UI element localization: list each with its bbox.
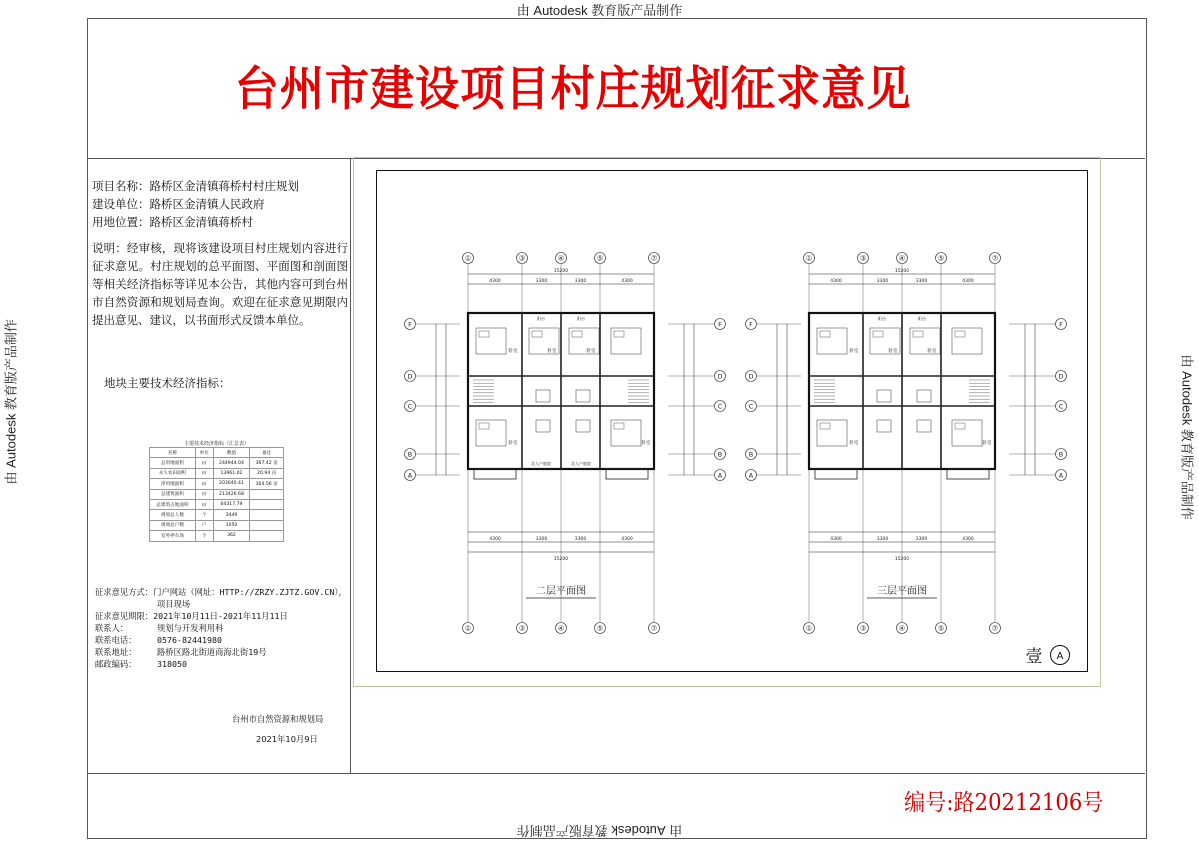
document-number: 编号:路20212106号: [904, 790, 1104, 816]
table-cell: [250, 499, 284, 509]
pillow-icon: [479, 423, 489, 429]
axis-label-bottom: ⑦: [991, 624, 999, 633]
dimension-text: 3300: [574, 279, 587, 284]
plan-title: 二层平面图: [536, 586, 586, 597]
watermark-right: 由 Autodesk 教育版产品制作: [1179, 354, 1195, 520]
axis-label-right: A: [1058, 471, 1064, 480]
period-value: 2021年10月11日-2021年11月11日: [153, 611, 288, 621]
toilet-icon: [536, 420, 550, 432]
dimension-total: 15200: [894, 269, 910, 274]
watermark-bottom: 由 Autodesk 教育版产品制作: [516, 823, 683, 838]
table-cell: 规划总户数: [150, 520, 196, 530]
balcony-outline: [947, 469, 989, 479]
axis-label-bottom: ⑤: [937, 624, 945, 633]
issuer: 台州市自然资源和规划局: [232, 714, 324, 724]
postcode-value: 318050: [157, 659, 187, 669]
pillow-icon: [820, 423, 830, 429]
table-row: [150, 499, 284, 509]
table-cell: [250, 531, 284, 541]
indicator-table: [149, 447, 284, 542]
table-cell: 203040.41: [213, 479, 250, 489]
axis-label-right: C: [1058, 402, 1064, 411]
pillow-icon: [955, 331, 965, 337]
axis-label-top: ⑦: [650, 254, 658, 263]
toilet-icon: [576, 390, 590, 402]
table-cell: 244944.04: [213, 458, 250, 468]
table-cell: ㎡: [195, 458, 213, 468]
dimension-text: 3300: [535, 279, 548, 284]
room-label: 阳台: [878, 316, 886, 321]
axis-label-top: ①: [805, 254, 813, 263]
room-label: 卧室: [586, 349, 596, 354]
dimension-total: 15200: [553, 557, 569, 562]
balcony-outline: [606, 469, 648, 479]
indicator-table-header: 数值: [213, 448, 250, 458]
pillow-icon: [820, 331, 830, 337]
table-row: [150, 489, 284, 499]
toilet-icon: [576, 420, 590, 432]
pillow-icon: [955, 423, 965, 429]
balcony-outline: [815, 469, 857, 479]
room-label: 卧室: [888, 349, 898, 354]
axis-label-top: ⑦: [991, 254, 999, 263]
dimension-text: 3300: [915, 279, 928, 284]
table-cell: ㎡: [195, 489, 213, 499]
dimension-text: 3300: [535, 537, 548, 542]
table-row: [150, 468, 284, 478]
table-cell: [250, 520, 284, 530]
period-label: 征求意见期限：: [95, 611, 154, 621]
table-row: [150, 458, 284, 468]
pillow-icon: [532, 331, 542, 337]
bed-icon: [611, 328, 641, 354]
balcony-outline: [474, 469, 516, 479]
address-value: 路桥区路北街道商海北街19号: [157, 647, 267, 657]
bed-icon: [952, 420, 982, 446]
toilet-icon: [536, 390, 550, 402]
project-name: 项目名称：路桥区金清镇蒋桥村村庄规划: [92, 179, 299, 193]
dimension-text: 4300: [489, 537, 501, 542]
axis-label-left: C: [748, 402, 754, 411]
room-label: 卧室: [982, 441, 992, 446]
axis-label-right: A: [717, 471, 723, 480]
dimension-text: 4300: [962, 279, 974, 284]
table-cell: 总建筑面积: [150, 489, 196, 499]
toilet-icon: [877, 390, 891, 402]
axis-label-left: F: [408, 320, 412, 329]
axis-label-top: ①: [464, 254, 472, 263]
table-cell: 总用地面积: [150, 458, 196, 468]
method-value: 门户网站（网址：HTTP://ZRZY.ZJTZ.GOV.CN），: [153, 587, 347, 597]
dimension-text: 4300: [830, 537, 842, 542]
dimension-text: 3300: [915, 537, 928, 542]
table-cell: 个: [195, 510, 213, 520]
table-cell: 64317.79: [213, 499, 250, 509]
axis-label-left: B: [407, 450, 413, 459]
indicator-table-header: 单位: [195, 448, 213, 458]
table-cell: 户: [195, 520, 213, 530]
axis-label-left: B: [748, 450, 754, 459]
table-row: [150, 479, 284, 489]
axis-label-left: F: [749, 320, 753, 329]
table-cell: 永久农田面积: [150, 468, 196, 478]
table-cell: 13961.02: [213, 468, 250, 478]
dimension-text: 4300: [830, 279, 842, 284]
dimension-text: 4300: [962, 537, 974, 542]
table-cell: 室外停车场: [150, 531, 196, 541]
bed-icon: [611, 420, 641, 446]
dimension-text: 4300: [489, 279, 501, 284]
plan-title: 三层平面图: [877, 586, 927, 597]
toilet-icon: [917, 420, 931, 432]
footer-divider: [87, 773, 1145, 774]
contact-label: 联系人：: [95, 623, 129, 633]
toilet-icon: [877, 420, 891, 432]
postcode-label: 邮政编码：: [95, 659, 137, 669]
page-title: 台州市建设项目村庄规划征求意见: [234, 62, 912, 117]
pillow-icon: [614, 423, 624, 429]
table-cell: [250, 489, 284, 499]
room-label: 阳台: [577, 316, 585, 321]
table-cell: 净用地面积: [150, 479, 196, 489]
left-panel-divider: [350, 158, 351, 773]
table-cell: 20.94 亩: [250, 468, 284, 478]
method-value-2: 项目现场: [157, 599, 191, 609]
axis-label-right: D: [717, 372, 723, 381]
room-label: 卧室: [849, 441, 859, 446]
axis-label-left: A: [407, 471, 413, 480]
room-label: 卧室: [641, 441, 651, 446]
table-cell: 304.56 亩: [250, 479, 284, 489]
axis-label-bottom: ④: [898, 624, 906, 633]
sheet-mark: 壹: [1025, 647, 1043, 667]
axis-label-bottom: ①: [464, 624, 472, 633]
table-cell: 总建筑占地面积: [150, 499, 196, 509]
table-cell: ㎡: [195, 499, 213, 509]
indicator-table-wrap: [149, 440, 284, 542]
table-cell: ㎡: [195, 468, 213, 478]
table-cell: ㎡: [195, 479, 213, 489]
watermark-left: 由 Autodesk 教育版产品制作: [3, 319, 19, 485]
pillow-icon: [572, 331, 582, 337]
axis-label-bottom: ③: [518, 624, 526, 633]
table-row: [150, 510, 284, 520]
pillow-icon: [873, 331, 883, 337]
axis-label-bottom: ③: [859, 624, 867, 633]
dimension-total: 15200: [553, 269, 569, 274]
axis-label-bottom: ④: [557, 624, 565, 633]
pillow-icon: [479, 331, 489, 337]
axis-label-bottom: ⑦: [650, 624, 658, 633]
axis-label-top: ⑤: [937, 254, 945, 263]
dimension-text: 3300: [876, 537, 889, 542]
bed-icon: [817, 420, 847, 446]
phone-label: 联系电话：: [95, 635, 137, 645]
axis-label-top: ③: [859, 254, 867, 263]
axis-label-bottom: ⑤: [596, 624, 604, 633]
table-row: [150, 520, 284, 530]
bed-icon: [476, 328, 506, 354]
table-cell: 个: [195, 531, 213, 541]
room-label: 卧室: [508, 349, 518, 354]
dimension-text: 4300: [621, 279, 633, 284]
description: 说明：经审核，现将该建设项目村庄规划内容进行征求意见。村庄规划的总平面图、平面图和剖面图等相关经济指标等详见本公告，其他内容可到台州市自然资源和规划局查询。欢迎在征求意见期限内提出意见、建议，以书面形式反馈本单位。: [92, 241, 348, 327]
dimension-text: 4300: [621, 537, 633, 542]
bed-icon: [817, 328, 847, 354]
axis-label-left: D: [407, 372, 413, 381]
table-row: [150, 531, 284, 541]
axis-label-top: ③: [518, 254, 526, 263]
room-label: 阳台: [918, 316, 926, 321]
pillow-icon: [614, 331, 624, 337]
dimension-total: 15200: [894, 557, 910, 562]
table-cell: 1050: [213, 520, 250, 530]
axis-label-right: F: [718, 320, 722, 329]
contact-block: [95, 586, 347, 670]
room-label: 卧室: [508, 441, 518, 446]
axis-label-right: F: [1059, 320, 1063, 329]
dimension-text: 3300: [574, 537, 587, 542]
room-label: 阳台: [537, 316, 545, 321]
bed-icon: [952, 328, 982, 354]
axis-label-right: B: [717, 450, 723, 459]
table-cell: 规划总人数: [150, 510, 196, 520]
issue-date: 2021年10月9日: [256, 734, 318, 744]
table-cell: [250, 510, 284, 520]
axis-label-top: ⑤: [596, 254, 604, 263]
phone-value: 0576-82441980: [157, 635, 222, 645]
project-site: 用地位置：路桥区金清镇蒋桥村: [92, 215, 253, 229]
axis-label-left: D: [748, 372, 754, 381]
axis-label-top: ④: [557, 254, 565, 263]
contact-value: 规划与开发利用科: [157, 623, 224, 633]
watermark-top: 由 Autodesk 教育版产品制作: [516, 3, 683, 18]
table-cell: 3449: [213, 510, 250, 520]
room-label: 卧室: [849, 349, 859, 354]
axis-label-top: ④: [898, 254, 906, 263]
room-label: 北入户庭院: [571, 461, 591, 466]
table-cell: 213426.68: [213, 489, 250, 499]
axis-label-left: C: [407, 402, 413, 411]
table-cell: 362: [213, 531, 250, 541]
floor-plans-drawing: [376, 170, 1088, 672]
indicators-heading: 地块主要技术经济指标：: [104, 376, 231, 390]
axis-label-right: C: [717, 402, 723, 411]
pillow-icon: [913, 331, 923, 337]
address-label: 联系地址：: [95, 647, 137, 657]
room-label: 北入户庭院: [531, 461, 551, 466]
project-builder: 建设单位：路桥区金清镇人民政府: [92, 197, 265, 211]
axis-label-left: A: [748, 471, 754, 480]
indicator-table-header: 备注: [250, 448, 284, 458]
toilet-icon: [917, 390, 931, 402]
bed-icon: [476, 420, 506, 446]
room-label: 卧室: [927, 349, 937, 354]
dimension-text: 3300: [876, 279, 889, 284]
room-label: 卧室: [547, 349, 557, 354]
axis-label-bottom: ①: [805, 624, 813, 633]
axis-label-right: D: [1058, 372, 1064, 381]
indicator-table-header: 名称: [150, 448, 196, 458]
sheet-circle-label: A: [1056, 651, 1064, 662]
table-cell: 367.42 亩: [250, 458, 284, 468]
method-label: 征求意见方式：: [95, 587, 154, 597]
axis-label-right: B: [1058, 450, 1064, 459]
indicator-table-caption: 主要技术经济指标（汇总表）: [183, 441, 249, 447]
